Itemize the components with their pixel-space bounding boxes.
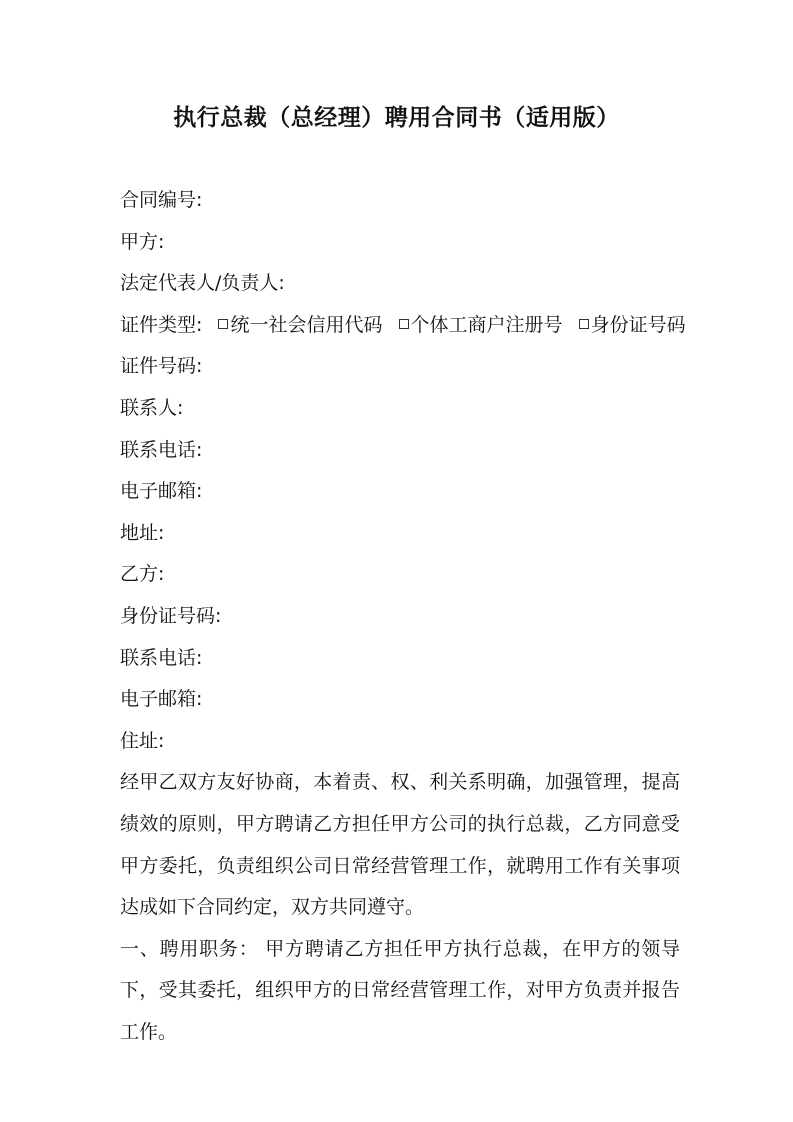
legal-representative-label: 法定代表人/负责人: — [120, 272, 285, 295]
document-title: 执行总裁（总经理）聘用合同书（适用版） — [173, 105, 620, 131]
id-type-label: 证件类型: — [120, 313, 203, 336]
id-number-label: 证件号码: — [120, 355, 203, 378]
contract-number-label: 合同编号: — [120, 189, 203, 211]
checkbox-icon — [579, 319, 589, 329]
party-a-address-label: 地址: — [120, 521, 165, 544]
id-type-option-credit-code: 统一社会信用代码 — [230, 313, 383, 336]
intro-paragraph: 经甲乙双方友好协商，本着责、权、利关系明确，加强管理，提高绩效的原则，甲方聘请乙方担任甲方公司的执行总裁，乙方同意受甲方委托，负责组织公司日常经营管理工作，就聘用工作有关事项达成如下合同约定，双方共同遵守。 — [120, 771, 680, 919]
party-b-phone-label: 联系电话: — [120, 646, 203, 669]
party-b-label: 乙方: — [120, 563, 165, 586]
party-b-address-label: 住址: — [120, 729, 165, 752]
party-a-phone-label: 联系电话: — [120, 438, 203, 461]
party-b-email-label: 电子邮箱: — [120, 688, 203, 711]
id-type-option-id-card: 身份证号码 — [590, 313, 686, 336]
checkbox-icon — [399, 319, 409, 329]
party-a-email-label: 电子邮箱: — [120, 480, 203, 503]
id-type-row — [120, 305, 686, 347]
contact-person-label: 联系人: — [120, 396, 184, 419]
clause-1-paragraph: 一、聘用职务： 甲方聘请乙方担任甲方执行总裁，在甲方的领导下，受其委托，组织甲方的日常经营管理工作，对甲方负责并报告工作。 — [120, 937, 680, 1043]
id-type-option-business-reg: 个体工商户注册号 — [410, 313, 563, 336]
party-a-label: 甲方: — [120, 230, 165, 253]
contract-content — [120, 180, 686, 1053]
party-b-id-number-label: 身份证号码: — [120, 604, 222, 627]
checkbox-icon — [218, 319, 228, 329]
